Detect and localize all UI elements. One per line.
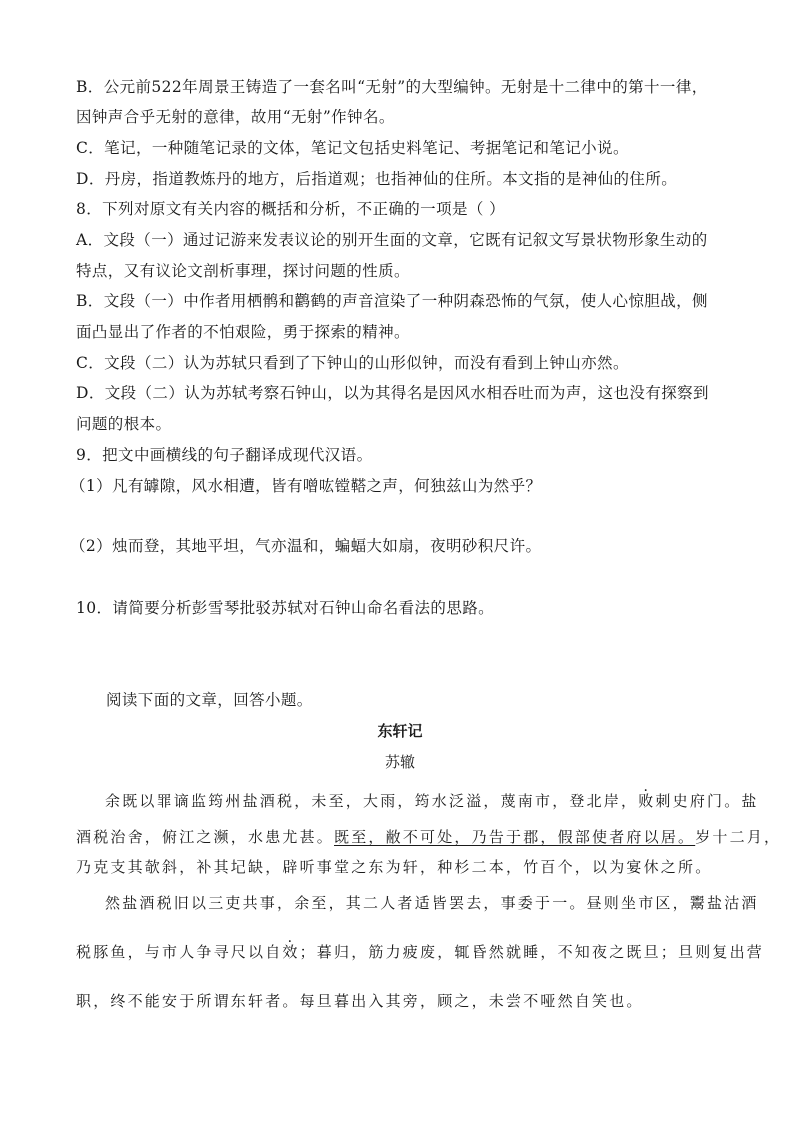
emphasis-dot-char: 效 (282, 943, 300, 961)
passage-p2-line2: 税豚鱼，与市人争寻尺以自效；暮归，筋力疲废，辄昏然就睡，不知夜之既旦；旦则复出营 (76, 943, 765, 961)
q8-option-d-line1: D．文段（二）认为苏轼考察石钟山，以为其得名是因风水相吞吐而为声，这也没有探察到 (76, 384, 709, 402)
emphasis-dot-char: 败 (638, 792, 656, 810)
q8-option-d-line2: 问题的根本。 (76, 415, 172, 433)
q8-option-a-line1: A．文段（一）通过记游来发表议论的别开生面的文章，它既有记叙文写景状物形象生动的 (76, 231, 708, 249)
passage-p1-line1: 余既以罪谪监筠州盐酒税，未至，大雨，筠水泛溢，蔑南市，登北岸，败刺史府门。盐 (105, 792, 759, 810)
q7-option-b-line2: 因钟声合乎无射的意律，故用“无射”作钟名。 (76, 108, 395, 126)
q7-option-c: C．笔记，一种随笔记录的文体，笔记文包括史料笔记、考据笔记和笔记小说。 (76, 139, 629, 157)
q7-option-b-line1: B．公元前522年周景王铸造了一套名叫“无射”的大型编钟。无射是十二律中的第十一律， (76, 78, 708, 96)
q7-option-d: D．丹房，指道教炼丹的地方，后指道观；也指神仙的住所。本文指的是神仙的住所。 (76, 170, 678, 188)
q10-stem: 10．请简要分析彭雪琴批驳苏轼对石钟山命名看法的思路。 (76, 599, 495, 617)
passage-title: 东轩记 (377, 722, 423, 740)
underlined-sentence: 既至，敝不可处，乃告于郡，假部使者府以居。 (334, 828, 696, 846)
reading-intro: 阅读下面的文章，回答小题。 (106, 691, 313, 709)
q9-sentence-1: （1）凡有罅隙，风水相遭，皆有噌吰镗鞳之声，何独兹山为然乎？ (70, 477, 542, 495)
passage-p2-line1: 然盐酒税旧以三吏共事，余至，其二人者适皆罢去，事委于一。昼则坐市区，鬻盐沽酒 (105, 894, 759, 912)
passage-author: 苏辙 (384, 753, 415, 771)
passage-p1-line3: 乃克支其欹斜，补其圮缺，辟听事堂之东为轩，种杉二本，竹百个，以为宴休之所。 (76, 858, 713, 876)
passage-p2-line3: 职，终不能安于所谓东轩者。每旦暮出入其旁，顾之，未尝不哑然自笑也。 (76, 992, 644, 1010)
q8-option-c: C．文段（二）认为苏轼只看到了下钟山的山形似钟，而没有看到上钟山亦然。 (76, 354, 629, 372)
q9-sentence-2: （2）烛而登，其地平坦，气亦温和，蝙蝠大如扇，夜明砂积尺许。 (70, 537, 542, 555)
q8-option-b-line2: 面凸显出了作者的不怕艰险，勇于探索的精神。 (76, 323, 410, 341)
q8-option-a-line2: 特点，又有议论文剖析事理，探讨问题的性质。 (76, 262, 410, 280)
q8-stem: 8．下列对原文有关内容的概括和分析，不正确的一项是（ ） (76, 200, 505, 218)
passage-p1-line2: 酒税治舍，俯江之濒，水患尤甚。既至，敝不可处，乃告于郡，假部使者府以居。岁十二月， (76, 828, 782, 846)
q8-option-b-line1: B．文段（一）中作者用栖鹘和鹳鹤的声音渲染了一种阴森恐怖的气氛，使人心惊胆战，侧 (76, 292, 708, 310)
q9-stem: 9．把文中画横线的句子翻译成现代汉语。 (76, 446, 373, 464)
